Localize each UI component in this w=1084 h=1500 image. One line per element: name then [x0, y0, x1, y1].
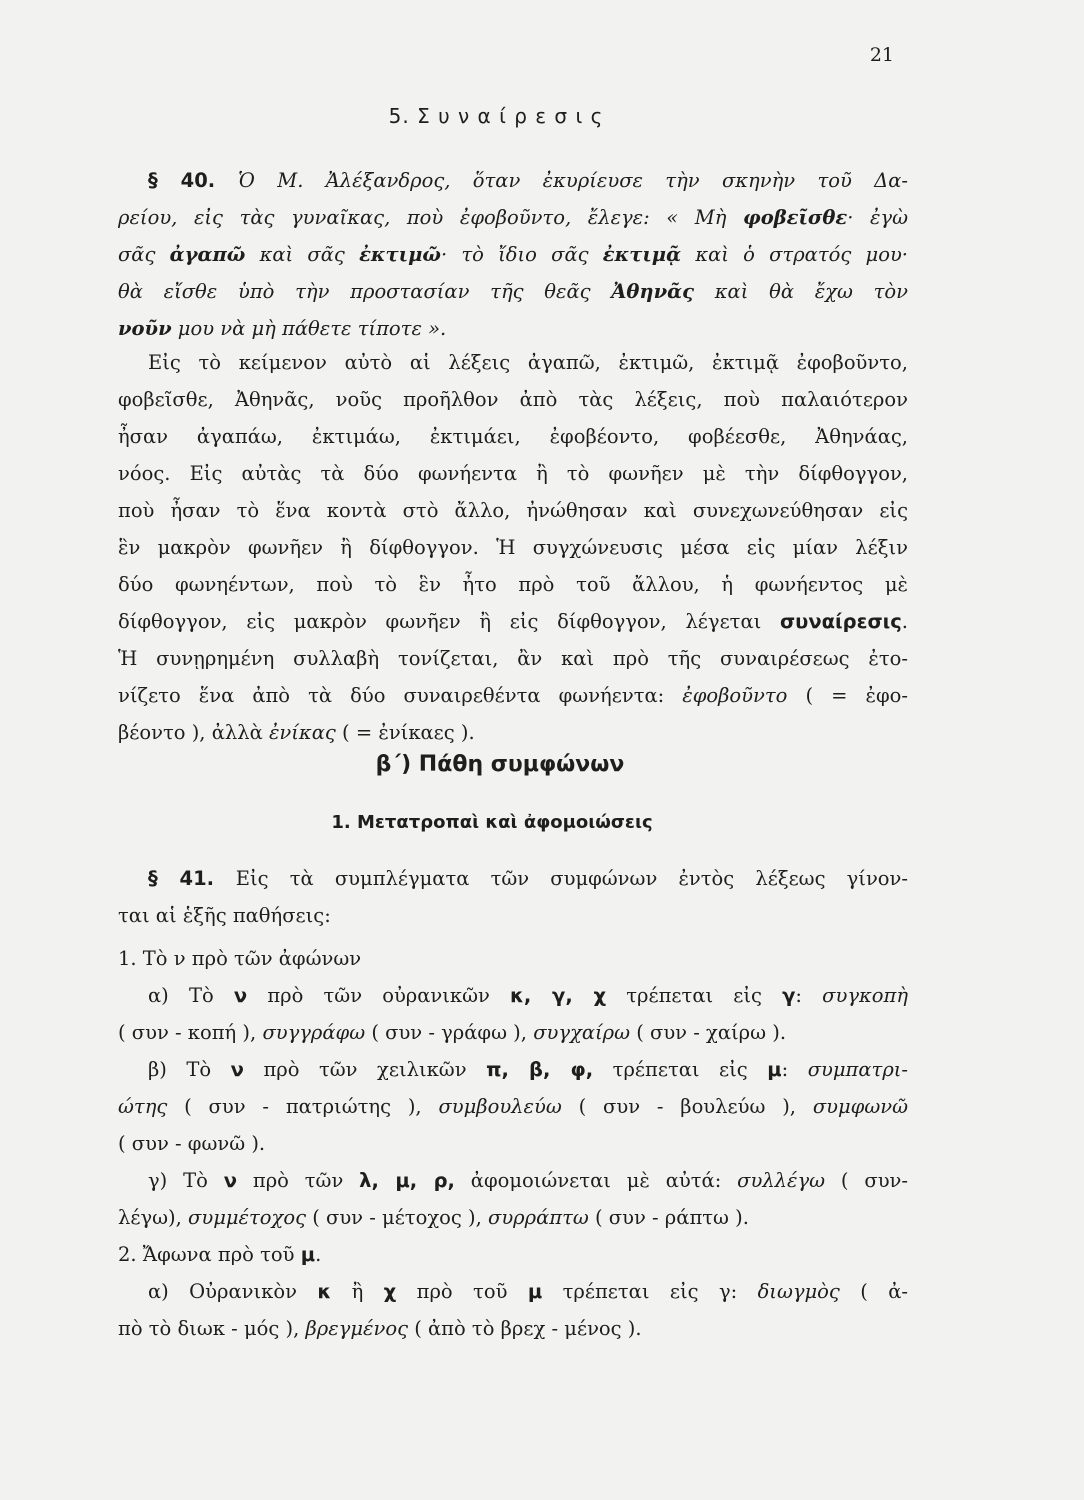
section-heading-synairesis: 5. Σ υ ν α ί ρ ε σ ι ς	[388, 104, 604, 128]
text-line: Ἡ συνῃρημένη συλλαβὴ τονίζεται, ἂν καὶ πρὸ τῆς συναιρέσεως ἐτο-	[118, 647, 908, 670]
text-line: σᾶς ἀγαπῶ καὶ σᾶς ἐκτιμῶ· τὸ ἴδιο σᾶς ἐκτιμᾷ καὶ ὁ στρατός μου·	[118, 243, 908, 266]
paragraph-41	[118, 860, 908, 934]
text-line: θὰ εἴσθε ὑπὸ τὴν προστασίαν τῆς θεᾶς Ἀθηνᾶς καὶ θὰ ἔχω τὸν	[118, 280, 908, 303]
text-line: ( συν - φωνῶ ).	[118, 1132, 266, 1155]
text-line: φοβεῖσθε, Ἀθηνᾶς, νοῦς προῆλθον ἀπὸ τὰς λέξεις, ποὺ παλαιότερον	[118, 388, 908, 411]
list-item: 2. Ἄφωνα πρὸ τοῦ μ.	[118, 1243, 322, 1266]
text-line: ώτης ( συν - πατριώτης ), συμβουλεύω ( συν - βουλεύω ), συμφωνῶ	[118, 1095, 908, 1118]
paragraph-40	[118, 162, 908, 347]
text-line: ποὺ ἦσαν τὸ ἕνα κοντὰ στὸ ἄλλο, ἠνώθησαν καὶ συνεχωνεύθησαν εἰς	[118, 499, 908, 522]
page-number: 21	[869, 44, 894, 66]
paragraph-number: § 41.	[148, 867, 236, 890]
text-line: βέοντο ), ἀλλὰ ἐνίκας ( = ἐνίκαες ).	[118, 721, 475, 744]
text-line: ἓν μακρὸν φωνῆεν ἢ δίφθογγον. Ἡ συγχώνευσις μέσα εἰς μίαν λέξιν	[118, 536, 908, 559]
term-synairesis: συναίρεσις	[780, 610, 902, 633]
text-line: πὸ τὸ διωκ - μός ), βρεγμένος ( ἀπὸ τὸ βρεχ - μένος ).	[118, 1317, 642, 1340]
text-line: ρείου, εἰς τὰς γυναῖκας, ποὺ ἐφοβοῦντο, ἔλεγε: « Μὴ φοβεῖσθε· ἐγὼ	[118, 206, 908, 229]
list-item: 1. Τὸ ν πρὸ τῶν ἀφώνων	[118, 947, 362, 970]
paragraph-explanation	[118, 344, 908, 751]
list-item: β) Τὸ ν πρὸ τῶν χειλικῶν π, β, φ, τρέπεται εἰς μ: συμπατρι-	[148, 1058, 908, 1081]
text-line: δύο φωνηέντων, ποὺ τὸ ἓν ἦτο πρὸ τοῦ ἄλλου, ἡ φωνήεντος μὲ	[118, 573, 908, 596]
subsection-heading-metatropai: 1. Μετατροπαὶ καὶ ἀφομοιώσεις	[331, 812, 653, 833]
rules-list	[118, 940, 908, 1347]
text-line: § 41. Εἰς τὰ συμπλέγματα τῶν συμφώνων ἐντὸς λέξεως γίνον-	[148, 867, 908, 890]
text-line: δίφθογγον, εἰς μακρὸν φωνῆεν ἢ εἰς δίφθογγον, λέγεται συναίρεσις.	[118, 610, 908, 633]
list-item: α) Τὸ ν πρὸ τῶν οὐρανικῶν κ, γ, χ τρέπεται εἰς γ: συγκοπὴ	[148, 984, 908, 1007]
text-line: § 40. Ὁ Μ. Ἀλέξανδρος, ὅταν ἐκυρίευσε τὴν σκηνὴν τοῦ Δα-	[148, 169, 908, 192]
list-item: γ) Τὸ ν πρὸ τῶν λ, μ, ρ, ἀφομοιώνεται μὲ αὐτά: συλλέγω ( συν-	[148, 1169, 908, 1192]
text-line: λέγω), συμμέτοχος ( συν - μέτοχος ), συρράπτω ( συν - ράπτω ).	[118, 1206, 749, 1229]
text-line: ( συν - κοπή ), συγγράφω ( συν - γράφω ), συγχαίρω ( συν - χαίρω ).	[118, 1021, 787, 1044]
section-heading-pathi: β΄) Πάθη συμφώνων	[375, 752, 625, 777]
text-line: νόος. Εἰς αὐτὰς τὰ δύο φωνήεντα ἢ τὸ φωνῆεν μὲ τὴν δίφθογγον,	[118, 462, 908, 485]
paragraph-number: § 40.	[148, 169, 239, 192]
text-line: Εἰς τὸ κείμενον αὐτὸ αἱ λέξεις ἀγαπῶ, ἐκτιμῶ, ἐκτιμᾷ ἐφοβοῦντο,	[148, 351, 908, 374]
text-line: ται αἱ ἑξῆς παθήσεις:	[118, 904, 331, 927]
text-line: νίζετο ἕνα ἀπὸ τὰ δύο συναιρεθέντα φωνήεντα: ἐφοβοῦντο ( = ἐφο-	[118, 684, 908, 707]
list-item: α) Οὐρανικὸν κ ἢ χ πρὸ τοῦ μ τρέπεται εἰς γ: διωγμὸς ( ἀ-	[148, 1280, 908, 1303]
text-line: νοῦν μου νὰ μὴ πάθετε τίποτε ».	[118, 317, 447, 340]
text-line: ἦσαν ἀγαπάω, ἐκτιμάω, ἐκτιμάει, ἐφοβέοντο, φοβέεσθε, Ἀθηνάας,	[118, 425, 908, 448]
